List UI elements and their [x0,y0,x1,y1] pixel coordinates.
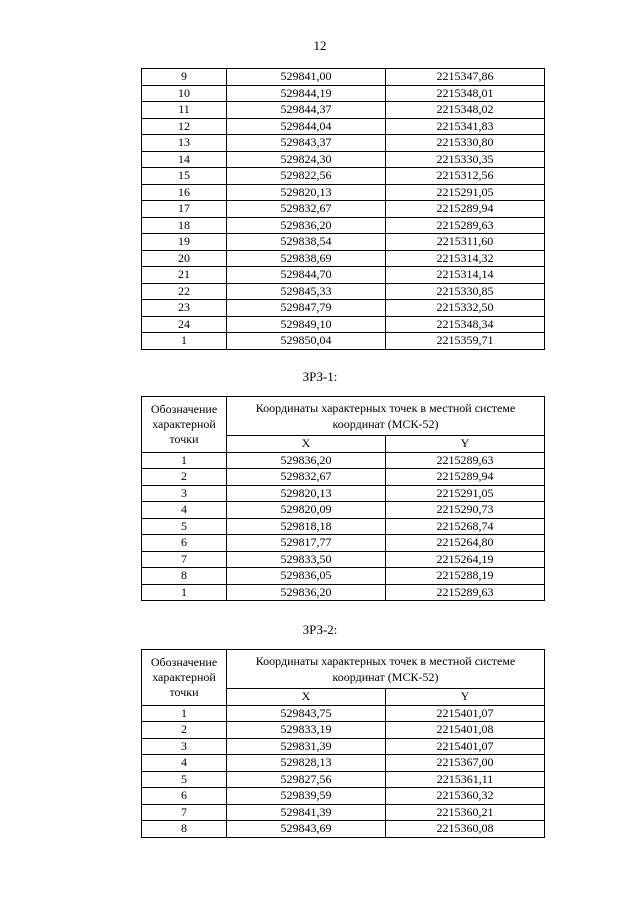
y-coordinate-cell: 2215347,86 [386,69,545,86]
table-row [142,722,545,739]
x-coordinate-cell: 529820,09 [227,502,386,519]
y-coordinate-cell: 2215291,05 [386,184,545,201]
y-coordinate-cell: 2215332,50 [386,300,545,317]
point-number-cell: 6 [142,788,227,805]
x-coordinate-cell: 529832,67 [227,201,386,218]
x-coordinate-cell: 529832,67 [227,469,386,486]
y-coordinate-cell: 2215360,08 [386,821,545,838]
point-number-cell: 1 [142,705,227,722]
point-number-cell: 15 [142,168,227,185]
x-coordinate-cell: 529831,39 [227,738,386,755]
x-coordinate-cell: 529843,37 [227,135,386,152]
x-coordinate-cell: 529822,56 [227,168,386,185]
point-number-cell: 11 [142,102,227,119]
y-coordinate-cell: 2215401,07 [386,705,545,722]
x-coordinate-cell: 529838,54 [227,234,386,251]
x-coordinate-cell: 529847,79 [227,300,386,317]
table-row [142,518,545,535]
y-coordinate-cell: 2215288,19 [386,568,545,585]
x-coordinate-cell: 529839,59 [227,788,386,805]
zrz1-caption: ЗРЗ-1: [302,369,338,384]
x-coordinate-cell: 529828,13 [227,755,386,772]
x-coordinate-cell: 529836,20 [227,452,386,469]
point-number-cell: 17 [142,201,227,218]
x-coordinate-cell: 529833,50 [227,551,386,568]
y-coordinate-cell: 2215360,21 [386,804,545,821]
header-point-designation: Обозначение характерной точки [142,650,227,706]
x-coordinate-cell: 529850,04 [227,333,386,350]
x-coordinate-cell: 529818,18 [227,518,386,535]
point-number-cell: 23 [142,300,227,317]
point-number-cell: 12 [142,118,227,135]
header-x: X [227,689,386,706]
y-coordinate-cell: 2215268,74 [386,518,545,535]
table-row [142,316,545,333]
table-row [142,151,545,168]
y-coordinate-cell: 2215341,83 [386,118,545,135]
point-number-cell: 5 [142,771,227,788]
table-row [142,755,545,772]
x-coordinate-cell: 529844,04 [227,118,386,135]
table-row [142,201,545,218]
point-number-cell: 21 [142,267,227,284]
x-coordinate-cell: 529836,20 [227,584,386,601]
y-coordinate-cell: 2215264,19 [386,551,545,568]
y-coordinate-cell: 2215330,35 [386,151,545,168]
y-coordinate-cell: 2215289,63 [386,452,545,469]
table-row [142,102,545,119]
header-coordinates: Координаты характерных точек в местной системе координат (МСК-52) [227,650,545,689]
point-number-cell: 4 [142,755,227,772]
table-row [142,584,545,601]
point-number-cell: 24 [142,316,227,333]
y-coordinate-cell: 2215314,32 [386,250,545,267]
table-row [142,568,545,585]
coordinates-table-continued [141,68,545,350]
point-number-cell: 8 [142,568,227,585]
x-coordinate-cell: 529841,00 [227,69,386,86]
y-coordinate-cell: 2215289,94 [386,201,545,218]
table-row [142,184,545,201]
point-number-cell: 4 [142,502,227,519]
y-coordinate-cell: 2215264,80 [386,535,545,552]
y-coordinate-cell: 2215311,60 [386,234,545,251]
table-row [142,788,545,805]
table-row [142,300,545,317]
point-number-cell: 3 [142,738,227,755]
y-coordinate-cell: 2215348,01 [386,85,545,102]
page-number: 12 [313,38,327,53]
y-coordinate-cell: 2215367,00 [386,755,545,772]
point-number-cell: 7 [142,804,227,821]
y-coordinate-cell: 2215401,08 [386,722,545,739]
point-number-cell: 2 [142,722,227,739]
point-number-cell: 18 [142,217,227,234]
header-coordinates: Координаты характерных точек в местной системе координат (МСК-52) [227,397,545,436]
table-row [142,452,545,469]
x-coordinate-cell: 529845,33 [227,283,386,300]
x-coordinate-cell: 529833,19 [227,722,386,739]
point-number-cell: 1 [142,584,227,601]
point-number-cell: 9 [142,69,227,86]
x-coordinate-cell: 529843,69 [227,821,386,838]
table-row [142,85,545,102]
x-coordinate-cell: 529824,30 [227,151,386,168]
point-number-cell: 22 [142,283,227,300]
header-point-designation: Обозначение характерной точки [142,397,227,453]
y-coordinate-cell: 2215312,56 [386,168,545,185]
table-row [142,283,545,300]
y-coordinate-cell: 2215348,34 [386,316,545,333]
point-number-cell: 13 [142,135,227,152]
table-row [142,234,545,251]
y-coordinate-cell: 2215330,85 [386,283,545,300]
zrz1-coordinates-table [141,396,545,601]
y-coordinate-cell: 2215361,11 [386,771,545,788]
y-coordinate-cell: 2215330,80 [386,135,545,152]
point-number-cell: 5 [142,518,227,535]
point-number-cell: 19 [142,234,227,251]
table-row [142,217,545,234]
y-coordinate-cell: 2215289,63 [386,217,545,234]
point-number-cell: 1 [142,333,227,350]
x-coordinate-cell: 529827,56 [227,771,386,788]
x-coordinate-cell: 529820,13 [227,485,386,502]
y-coordinate-cell: 2215289,94 [386,469,545,486]
y-coordinate-cell: 2215314,14 [386,267,545,284]
y-coordinate-cell: 2215359,71 [386,333,545,350]
table-row [142,333,545,350]
table-row [142,485,545,502]
table-row [142,168,545,185]
point-number-cell: 16 [142,184,227,201]
table-row [142,551,545,568]
table-row [142,705,545,722]
point-number-cell: 3 [142,485,227,502]
point-number-cell: 20 [142,250,227,267]
table-row [142,804,545,821]
y-coordinate-cell: 2215291,05 [386,485,545,502]
x-coordinate-cell: 529843,75 [227,705,386,722]
x-coordinate-cell: 529849,10 [227,316,386,333]
x-coordinate-cell: 529844,70 [227,267,386,284]
point-number-cell: 14 [142,151,227,168]
x-coordinate-cell: 529817,77 [227,535,386,552]
header-x: X [227,436,386,453]
header-y: Y [386,436,545,453]
point-number-cell: 8 [142,821,227,838]
point-number-cell: 2 [142,469,227,486]
point-number-cell: 10 [142,85,227,102]
x-coordinate-cell: 529841,39 [227,804,386,821]
table-row [142,469,545,486]
table-row [142,118,545,135]
zrz2-coordinates-table [141,649,545,838]
point-number-cell: 6 [142,535,227,552]
table-row [142,250,545,267]
x-coordinate-cell: 529844,19 [227,85,386,102]
table-row [142,502,545,519]
table-row [142,69,545,86]
y-coordinate-cell: 2215348,02 [386,102,545,119]
header-y: Y [386,689,545,706]
x-coordinate-cell: 529836,05 [227,568,386,585]
table-row [142,738,545,755]
point-number-cell: 7 [142,551,227,568]
table-row [142,535,545,552]
zrz2-caption: ЗРЗ-2: [302,622,338,637]
x-coordinate-cell: 529844,37 [227,102,386,119]
table-row [142,821,545,838]
y-coordinate-cell: 2215360,32 [386,788,545,805]
y-coordinate-cell: 2215289,63 [386,584,545,601]
table-row [142,771,545,788]
table-row [142,267,545,284]
x-coordinate-cell: 529820,13 [227,184,386,201]
x-coordinate-cell: 529836,20 [227,217,386,234]
point-number-cell: 1 [142,452,227,469]
table-row [142,135,545,152]
y-coordinate-cell: 2215401,07 [386,738,545,755]
y-coordinate-cell: 2215290,73 [386,502,545,519]
x-coordinate-cell: 529838,69 [227,250,386,267]
